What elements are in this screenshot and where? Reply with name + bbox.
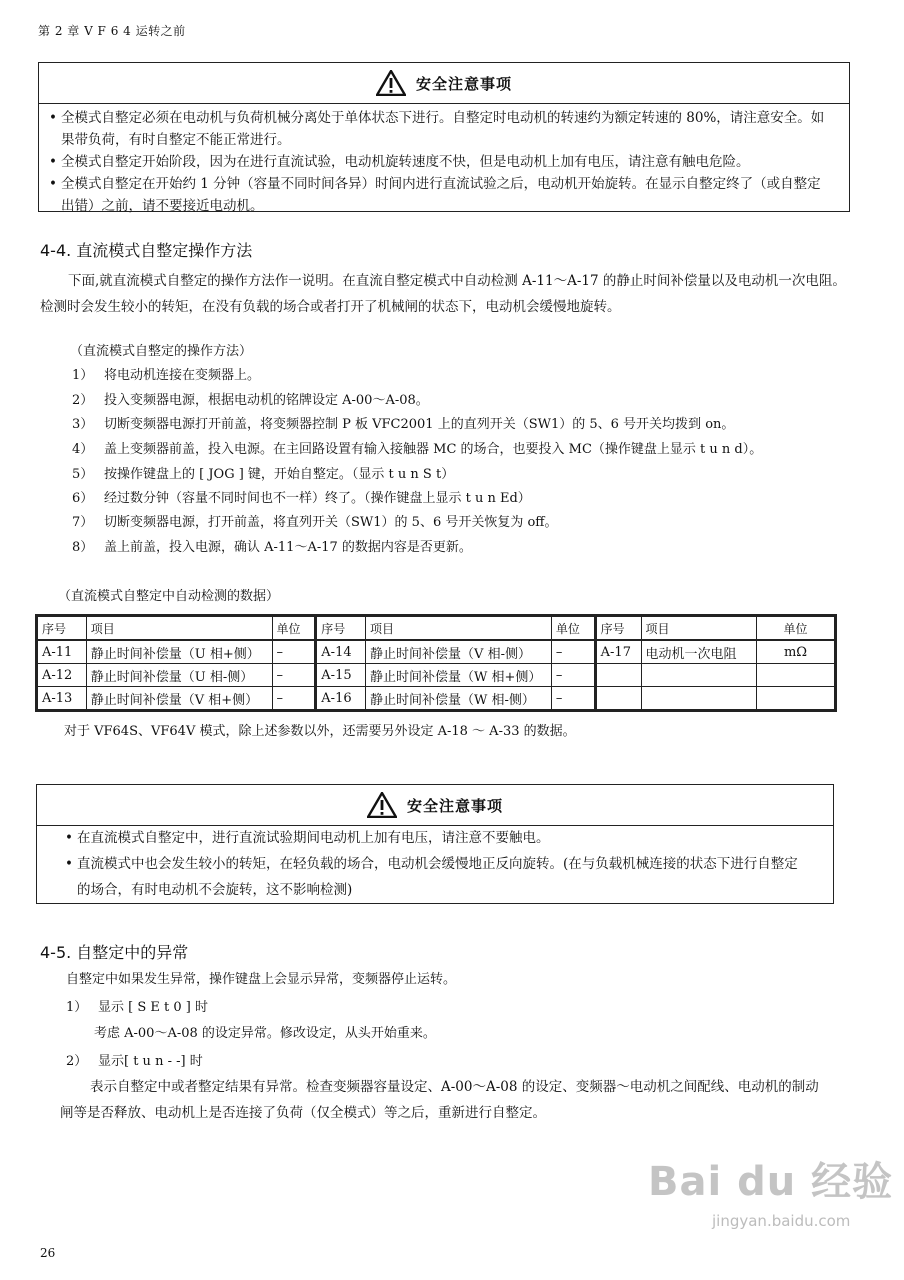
table-cell [641, 664, 757, 687]
table-cell: A-13 [37, 687, 87, 711]
error-case-2-head: 2） 显示[ t u n - -] 时 [66, 1054, 203, 1069]
table-cell: 静止时间补偿量（W 相+侧） [366, 664, 552, 687]
table-cell: 静止时间补偿量（V 相-侧） [366, 640, 552, 664]
step-5: 5） 按操作键盘上的 [ JOG ] 键，开始自整定。（显示 t u n S t） [72, 467, 455, 482]
header-cell: 序号 [37, 616, 87, 641]
table-cell: – [551, 640, 595, 664]
table-row [37, 640, 836, 664]
section-4-5-intro: 自整定中如果发生异常，操作键盘上会显示异常，变频器停止运转。 [66, 972, 457, 987]
table-row [37, 687, 836, 711]
error-case-2-body: 表示自整定中或者整定结果有异常。检查变频器容量设定、A-00～A-08 的设定、变频器～电动机之间配线、电动机的制动闸等是否释放、电动机上是否连接了负荷（仅全模式）等之后，重新进行自整定。 [60, 1079, 819, 1121]
table-cell: A-16 [316, 687, 366, 711]
table-cell [757, 664, 836, 687]
table-cell: mΩ [757, 640, 836, 664]
header-cell: 单位 [272, 616, 316, 641]
warning-triangle-icon [376, 70, 406, 96]
warning-item: • 直流模式中也会发生较小的转矩，在轻负载的场合，电动机会缓慢地正反向旋转。(在与负载机械连接的状态下进行自整定的场合，有时电动机不会旋转，这不影响检测) [65, 856, 798, 898]
table-cell: A-14 [316, 640, 366, 664]
steps-heading: （直流模式自整定的操作方法） [70, 344, 253, 359]
header-cell: 项目 [641, 616, 757, 641]
table-cell: – [272, 640, 316, 664]
page-number: 26 [40, 1246, 56, 1260]
table-cell: 电动机一次电阻 [641, 640, 757, 664]
step-6: 6） 经过数分钟（容量不同时间也不一样）终了。（操作键盘上显示 t u n Ed） [72, 491, 531, 506]
table-row [37, 664, 836, 687]
warning-list [65, 825, 811, 903]
table-cell [595, 664, 641, 687]
baidu-jingyan-watermark: Bai du 经验 [648, 1159, 894, 1205]
table-cell: A-15 [316, 664, 366, 687]
warning-title: 安全注意事项 [406, 796, 503, 815]
header-cell: 序号 [595, 616, 641, 641]
step-7: 7） 切断变频器电源，打开前盖，将直列开关（SW1）的 5、6 号开关恢复为 off。 [72, 515, 558, 530]
warning-title-row [39, 63, 849, 104]
table-caption: （直流模式自整定中自动检测的数据） [58, 589, 280, 604]
table-cell: 静止时间补偿量（V 相+侧） [86, 687, 272, 711]
step-2: 2） 投入变频器电源，根据电动机的铭牌设定 A-00～A-08。 [72, 393, 429, 408]
table-cell: A-17 [595, 640, 641, 664]
warning-title: 安全注意事项 [415, 74, 512, 93]
safety-warning-box-1 [38, 62, 850, 212]
header-cell: 单位 [551, 616, 595, 641]
warning-item: • 全模式自整定在开始约 1 分钟（容量不同时间各异）时间内进行直流试验之后，电动机开始旋转。在显示自整定终了（或自整定出错）之前，请不要接近电动机。 [49, 176, 821, 214]
step-1: 1） 将电动机连接在变频器上。 [72, 368, 261, 383]
step-4: 4） 盖上变频器前盖，投入电源。在主回路设置有输入接触器 MC 的场合，也要投入 MC（操作键盘上显示 t u n d）。 [72, 442, 763, 457]
table-cell: – [272, 687, 316, 711]
table-cell: A-11 [37, 640, 87, 664]
warning-title-row [37, 785, 833, 826]
table-cell [757, 687, 836, 711]
watermark-url: jingyan.baidu.com [712, 1212, 851, 1230]
table-cell: 静止时间补偿量（U 相-侧） [86, 664, 272, 687]
table-cell: A-12 [37, 664, 87, 687]
table-cell: 静止时间补偿量（W 相-侧） [366, 687, 552, 711]
step-3: 3） 切断变频器电源打开前盖，将变频器控制 P 板 VFC2001 上的直列开关（SW1）的 5、6 号开关均拨到 on。 [72, 417, 735, 432]
error-case-1-head: 1） 显示 [ S E t 0 ] 时 [66, 1000, 208, 1015]
header-cell: 单位 [757, 616, 836, 641]
table-cell [595, 687, 641, 711]
table-cell [641, 687, 757, 711]
table-cell: – [551, 687, 595, 711]
step-8: 8） 盖上前盖，投入电源，确认 A-11～A-17 的数据内容是否更新。 [72, 540, 472, 555]
warning-item: • 全模式自整定必须在电动机与负荷机械分离处于单体状态下进行。自整定时电动机的转速约为额定转速的 80%，请注意安全。如果带负荷，有时自整定不能正常进行。 [49, 110, 825, 148]
section-4-4-intro: 下面,就直流模式自整定的操作方法作一说明。在直流自整定模式中自动检测 A-11～A-17 的静止时间补偿量以及电动机一次电阻。检测时会发生较小的转矩，在没有负载的场合或者打开了机械闸的状态下，电动机会缓慢地旋转。 [40, 273, 846, 315]
table-header-row [37, 616, 836, 641]
warning-triangle-icon [367, 792, 397, 818]
table-note: 对于 VF64S、VF64V 模式，除上述参数以外，还需要另外设定 A-18 ～ A-33 的数据。 [64, 724, 576, 739]
header-cell: 项目 [366, 616, 552, 641]
error-case-1-body: 考虑 A-00～A-08 的设定异常。修改设定，从头开始重来。 [94, 1026, 436, 1041]
chapter-header: 第 2 章 V F 6 4 运转之前 [38, 24, 186, 38]
table-cell: – [551, 664, 595, 687]
section-4-5-title: 4-5. 自整定中的异常 [40, 943, 189, 962]
warning-list [49, 107, 827, 217]
table-cell: 静止时间补偿量（U 相+侧） [86, 640, 272, 664]
section-4-4-title: 4-4. 直流模式自整定操作方法 [40, 241, 253, 260]
header-cell: 项目 [86, 616, 272, 641]
warning-item: • 全模式自整定开始阶段，因为在进行直流试验，电动机旋转速度不快，但是电动机上加有电压，请注意有触电危险。 [49, 154, 750, 170]
safety-warning-box-2 [36, 784, 834, 904]
warning-item: • 在直流模式自整定中，进行直流试验期间电动机上加有电压，请注意不要触电。 [65, 830, 550, 846]
header-cell: 序号 [316, 616, 366, 641]
autotune-data-table [35, 614, 837, 712]
table-cell: – [272, 664, 316, 687]
